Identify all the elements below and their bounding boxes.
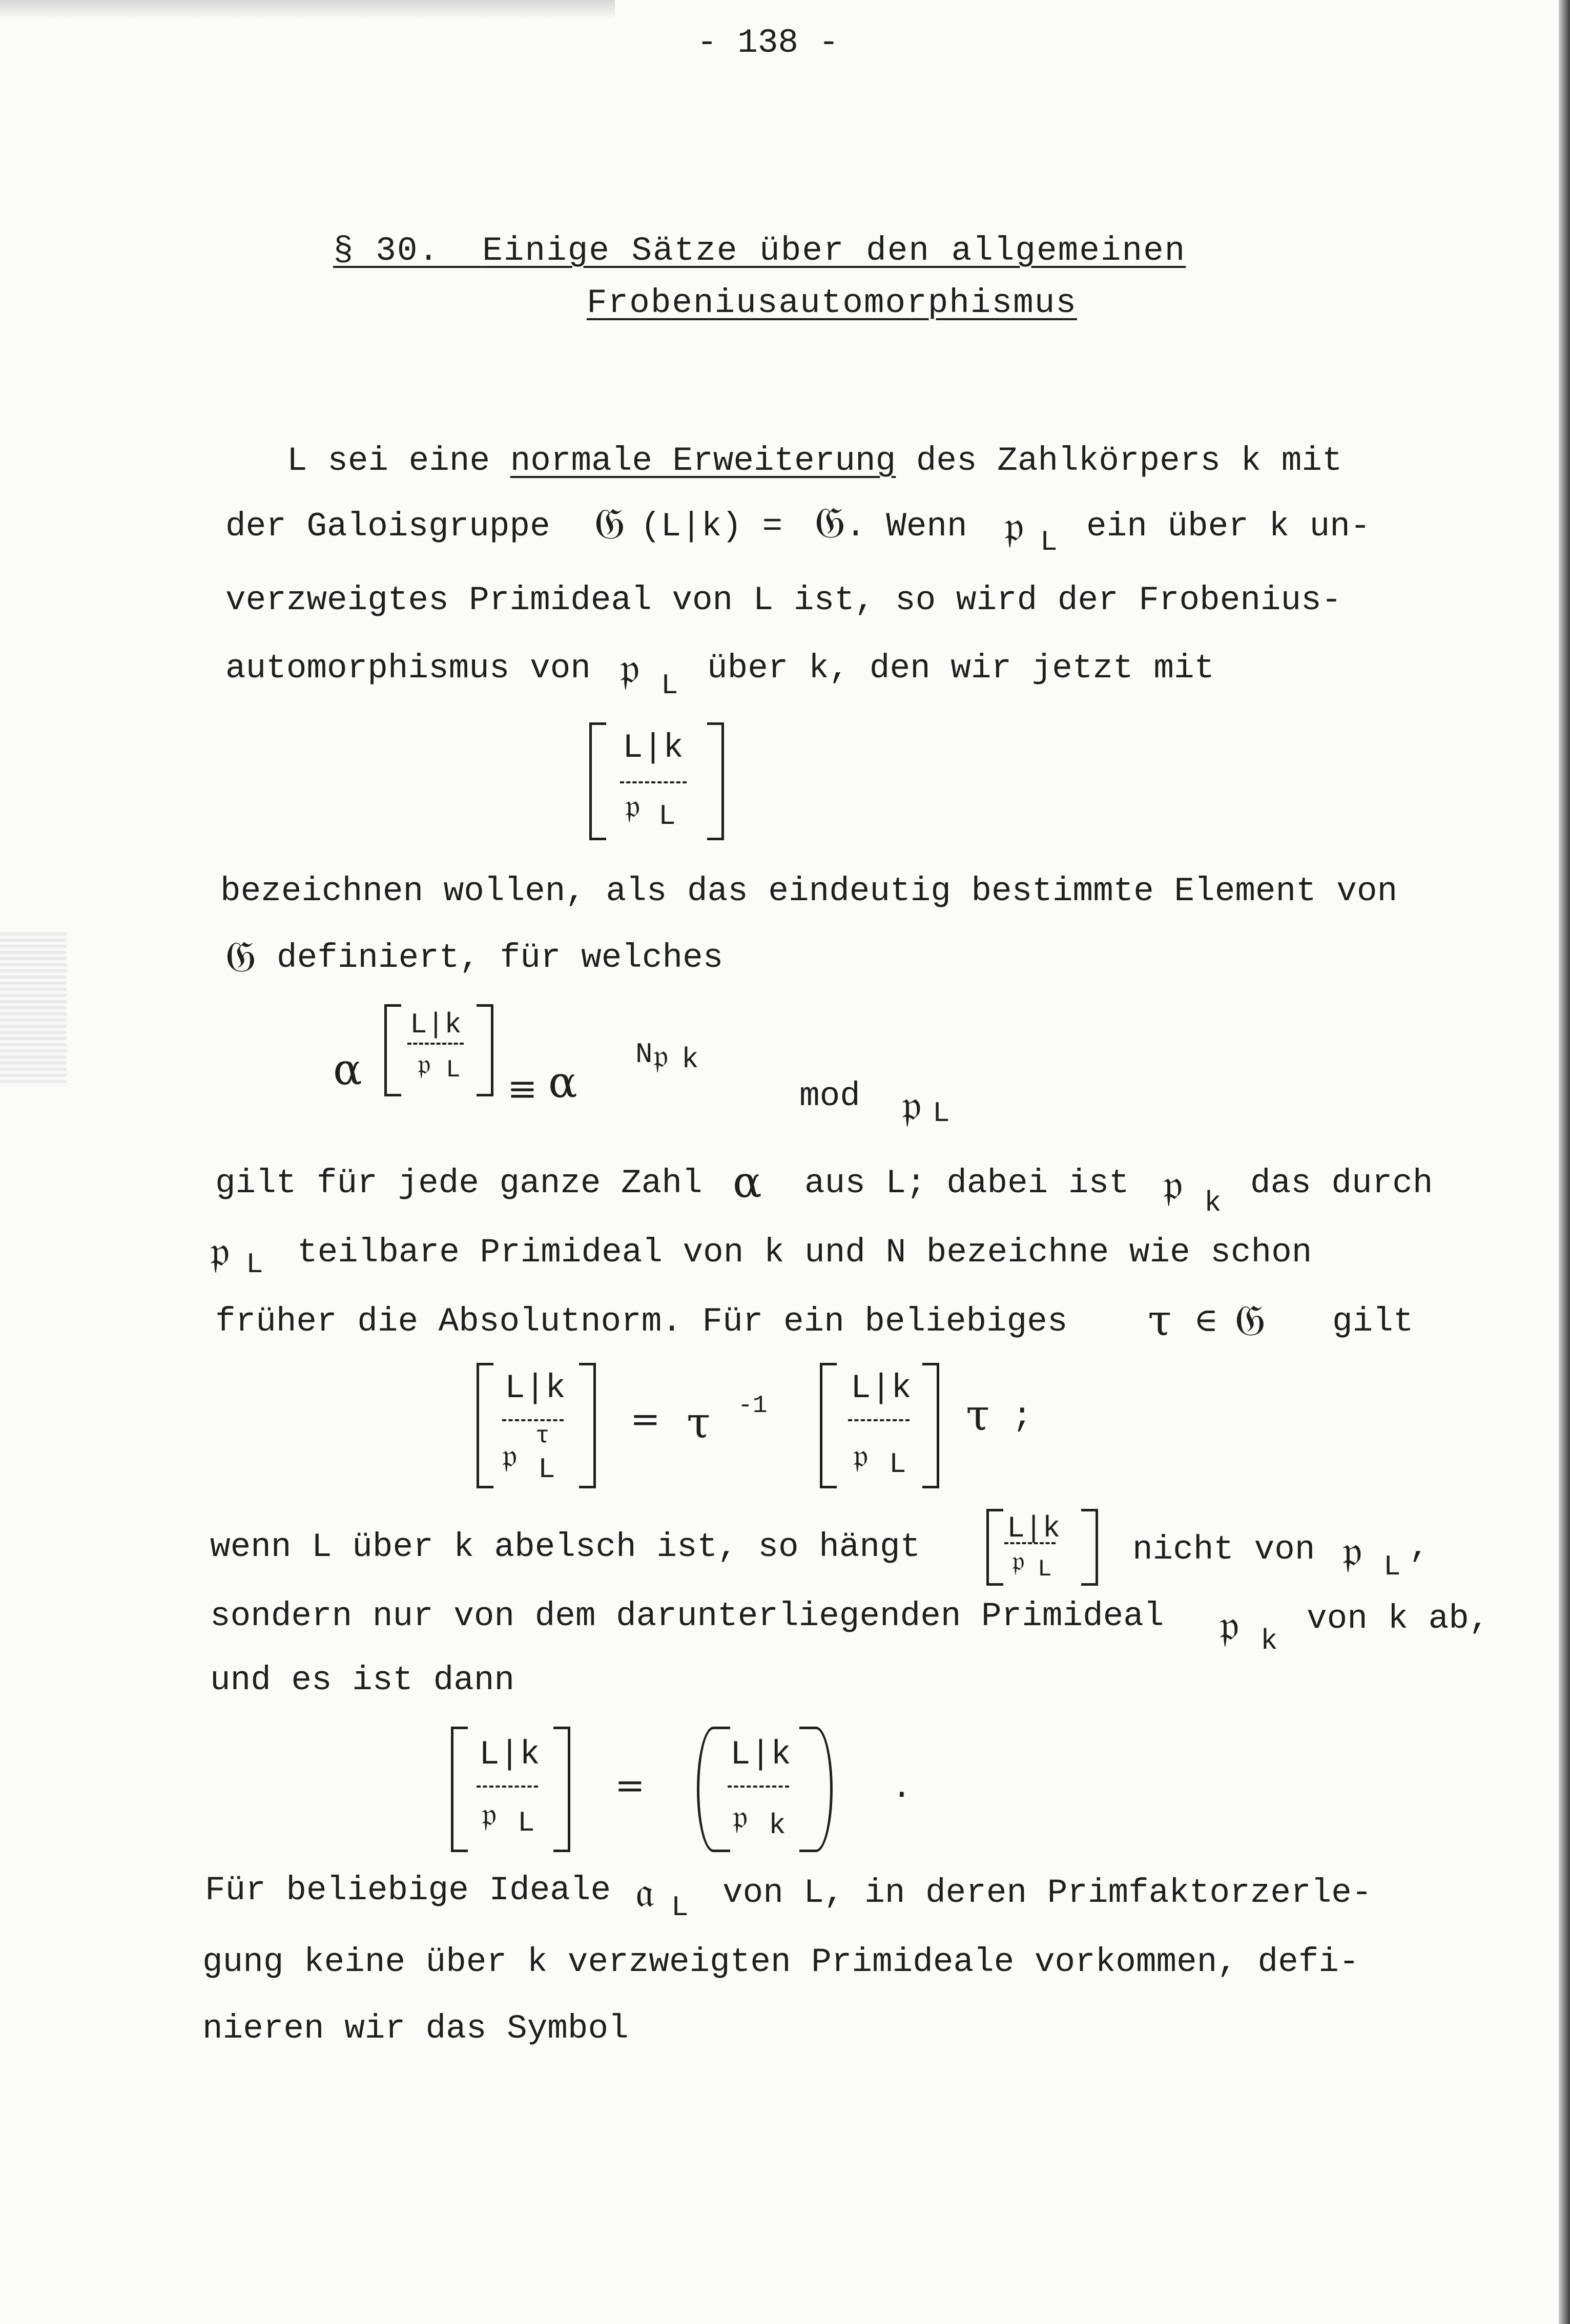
inline-right-bracket xyxy=(1081,1509,1098,1586)
left-bracket xyxy=(589,722,606,840)
subscript-k: k xyxy=(769,1809,786,1842)
prime-ideal-k: 𝔭 xyxy=(1163,1159,1183,1210)
underlined-term: normale Erweiterung xyxy=(510,442,896,480)
galois-group-symbol-2: 𝔊 xyxy=(815,497,845,548)
tau-symbol: τ xyxy=(687,1398,711,1448)
frac-numerator: L|k xyxy=(623,729,684,767)
exponent-N: N xyxy=(635,1038,653,1071)
congruence-symbol: ≡ xyxy=(507,1068,538,1110)
subscript-k: k xyxy=(681,1043,699,1076)
f2-right-bracket-1 xyxy=(579,1363,596,1488)
subscript-k: k xyxy=(1261,1625,1278,1657)
subscript-L: L xyxy=(518,1807,535,1839)
left-parenthesis xyxy=(697,1727,730,1852)
alpha-symbol: α xyxy=(733,1157,762,1207)
prime-ideal-L: 𝔭 xyxy=(625,787,640,825)
p1-line1-b: des Zahlkörpers k mit xyxy=(916,442,1342,480)
p4-line3: und es ist dann xyxy=(210,1661,515,1699)
semicolon: ; xyxy=(1012,1397,1032,1436)
f2-fraction-bar-2 xyxy=(848,1419,910,1421)
p1-line4-a: automorphismus von xyxy=(225,649,591,688)
section-number: § 30. xyxy=(333,232,440,270)
subscript-k: k xyxy=(1204,1187,1222,1219)
prime-ideal-L: 𝔭 xyxy=(1342,1526,1362,1576)
prime-ideal-L: 𝔭 xyxy=(620,643,640,693)
ideal-a-symbol: 𝔞 xyxy=(635,1866,654,1917)
subscript-L: L xyxy=(1038,1556,1052,1583)
exponent-minus-one: -1 xyxy=(738,1392,768,1420)
tau-symbol: τ xyxy=(1148,1295,1172,1345)
comma: , xyxy=(1409,1528,1430,1566)
period: . xyxy=(892,1769,912,1807)
p2-line2: definiert, für welches xyxy=(277,939,724,977)
p1-line3: verzweigtes Primideal von L ist, so wird der Frobenius- xyxy=(225,581,1342,619)
prime-ideal-L: 𝔭 xyxy=(482,1796,497,1834)
f3-left-bracket xyxy=(451,1727,468,1852)
prime-ideal-L: 𝔭 xyxy=(902,1080,922,1130)
prime-ideal-L: 𝔭 xyxy=(1004,501,1024,551)
section-heading-line1 xyxy=(333,231,1186,272)
superscript-tau: τ xyxy=(535,1423,550,1449)
right-bracket xyxy=(707,722,724,840)
p3-line1-b: aus L; dabei ist xyxy=(804,1164,1129,1202)
p1-line2-c: . Wenn xyxy=(845,507,967,546)
prime-ideal-L: 𝔭 xyxy=(853,1437,868,1475)
right-parenthesis xyxy=(799,1727,833,1852)
subscript-L: L xyxy=(671,1891,689,1924)
p1-line1-a: L sei eine xyxy=(287,442,490,480)
subscript-L: L xyxy=(1040,526,1058,558)
galois-group-symbol: 𝔊 xyxy=(594,499,625,549)
p4-line2-b: von k ab, xyxy=(1307,1600,1490,1638)
subscript-L: L xyxy=(889,1448,906,1481)
p4-line1-b: nicht von xyxy=(1132,1530,1315,1569)
exp-numerator: L|k xyxy=(410,1008,462,1041)
fraction-bar xyxy=(620,781,687,783)
f2-right-bracket-2 xyxy=(922,1363,939,1488)
p3-line3-a: früher die Absolutnorm. Für ein beliebiges xyxy=(215,1302,1068,1341)
p4-line1-a: wenn L über k abelsch ist, so hängt xyxy=(210,1528,921,1566)
f3-numerator-2: L|k xyxy=(730,1735,791,1774)
p3-line1-c: das durch xyxy=(1250,1164,1433,1202)
prime-ideal-L: 𝔭 xyxy=(418,1048,431,1081)
p1-line2-b: (L|k) = xyxy=(641,507,783,546)
p3-line1-a: gilt für jede ganze Zahl xyxy=(215,1164,703,1202)
prime-ideal-L: 𝔭 xyxy=(1012,1545,1025,1577)
p1-line2-d: ein über k un- xyxy=(1086,507,1371,546)
f3-right-bracket xyxy=(553,1727,570,1852)
prime-ideal-k: 𝔭 xyxy=(733,1798,748,1836)
p3-line3-b: gilt xyxy=(1332,1302,1414,1341)
f2-left-bracket-2 xyxy=(820,1363,837,1488)
f2-numerator-2: L|k xyxy=(851,1369,912,1407)
p4-line2-a: sondern nur von dem darunterliegenden Primideal xyxy=(210,1597,1164,1635)
f2-left-bracket-1 xyxy=(477,1363,493,1488)
exp-fraction-bar xyxy=(407,1043,464,1045)
galois-group-symbol: 𝔊 xyxy=(225,931,256,982)
p1-line2-a: der Galoisgruppe xyxy=(225,507,550,546)
p3-line2: teilbare Primideal von k und N bezeichne wie schon xyxy=(297,1233,1312,1272)
subscript-L: L xyxy=(658,800,676,833)
inline-fraction-bar xyxy=(1004,1542,1056,1544)
alpha-symbol-2: α xyxy=(548,1057,577,1107)
p1-line1 xyxy=(287,441,1342,482)
f3-numerator-1: L|k xyxy=(479,1735,540,1774)
subscript-L: L xyxy=(933,1097,950,1130)
scan-edge-top xyxy=(0,0,615,20)
page-number: - 138 - xyxy=(697,24,839,62)
prime-ideal-k: 𝔭 xyxy=(1220,1600,1240,1650)
tau-symbol-2: τ xyxy=(966,1390,990,1440)
equals-sign: = xyxy=(615,1765,645,1807)
subscript-L: L xyxy=(1383,1550,1401,1583)
p5-line3: nieren wir das Symbol xyxy=(202,2009,629,2048)
p5-line2: gung keine über k verzweigten Primideale vorkommen, defi- xyxy=(202,1943,1359,1981)
subscript-L: L xyxy=(246,1248,263,1281)
prime-ideal-L: 𝔭 xyxy=(210,1226,230,1276)
inline-left-bracket xyxy=(986,1509,1003,1586)
mod-word: mod xyxy=(799,1077,860,1115)
equals-sign: = xyxy=(630,1398,660,1440)
exp-right-bracket xyxy=(477,1004,493,1096)
f3-fraction-bar-1 xyxy=(477,1786,538,1788)
p5-line1-b: von L, in deren Primfaktorzerle- xyxy=(722,1874,1372,1912)
section-title-line2: Frobeniusautomorphismus xyxy=(587,284,1077,322)
element-of-symbol: ∈ xyxy=(1194,1301,1218,1339)
alpha-symbol: α xyxy=(333,1044,362,1094)
f2-numerator-1: L|k xyxy=(505,1369,566,1407)
galois-group-symbol: 𝔊 xyxy=(1235,1295,1266,1345)
scan-edge-right xyxy=(1559,0,1570,2324)
subscript-L: L xyxy=(538,1453,555,1486)
section-title-line1: Einige Sätze über den allgemeinen xyxy=(482,232,1186,270)
prime-ideal-L: 𝔭 xyxy=(502,1437,517,1475)
p1-line4-b: über k, den wir jetzt mit xyxy=(707,649,1215,688)
scan-artifact-left xyxy=(0,932,67,1086)
f2-fraction-bar-1 xyxy=(502,1419,564,1421)
inline-numerator: L|k xyxy=(1007,1512,1061,1546)
p5-line1-a: Für beliebige Ideale xyxy=(205,1871,611,1910)
subscript-L: L xyxy=(661,669,678,702)
exp-left-bracket xyxy=(384,1004,401,1096)
f3-fraction-bar-2 xyxy=(728,1786,789,1788)
subscript-L: L xyxy=(446,1056,461,1084)
prime-ideal-k: 𝔭 xyxy=(653,1038,668,1075)
p2-line1: bezeichnen wollen, als das eindeutig bestimmte Element von xyxy=(220,872,1398,910)
